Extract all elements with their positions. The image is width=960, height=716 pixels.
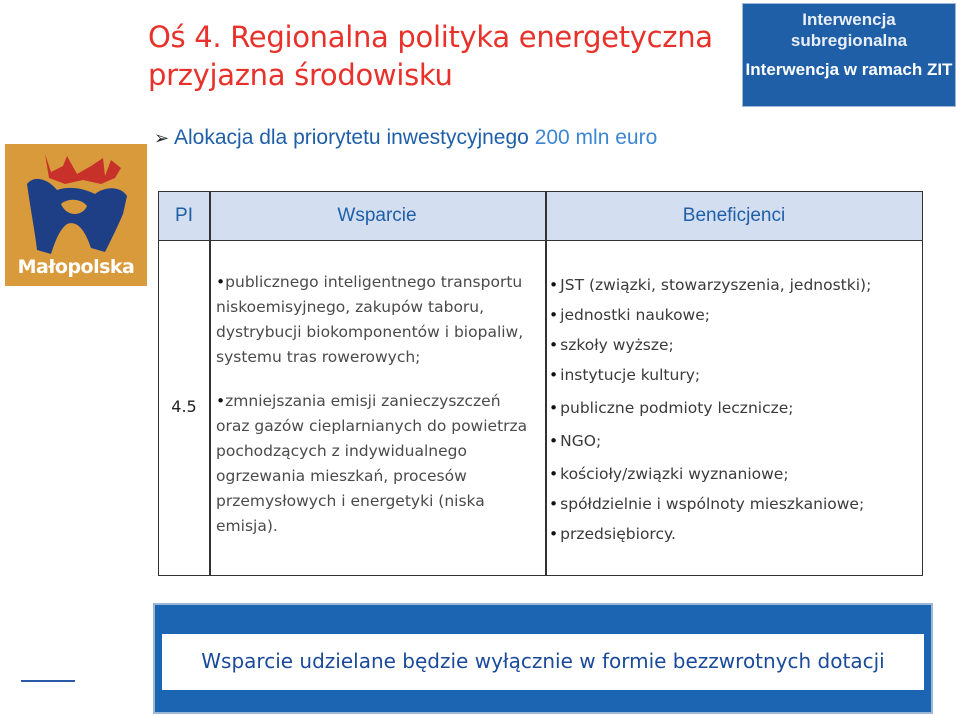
intervention-tags <box>742 3 956 107</box>
allocation-text: Alokacja dla priorytetu inwestycyjnego <box>174 126 535 149</box>
table-header <box>159 192 922 241</box>
arrow-bullet-icon: ➢ <box>154 128 170 148</box>
logo-text: Małopolska <box>17 256 135 278</box>
list-item: • szkoły wyższe; <box>549 336 674 354</box>
list-item: • przedsiębiorcy. <box>549 525 676 543</box>
wsparcie-list <box>216 270 538 558</box>
list-item: • instytucje kultury; <box>549 366 701 384</box>
column-divider <box>545 192 547 575</box>
header-beneficjenci: Beneficjenci <box>682 205 786 226</box>
allocation-line <box>154 126 657 150</box>
footer-banner <box>153 603 933 714</box>
list-item: • publiczne podmioty lecznicze; <box>549 399 794 417</box>
crown-logo-icon <box>5 144 147 264</box>
list-item: •publicznego inteligentnego transportu niskoemisyjnego, zakupów taboru, dystrybucji biokomponentów i biopaliw, systemu tras rowerowych; <box>216 273 524 366</box>
header-pi: PI <box>175 205 193 226</box>
list-item: • spółdzielnie i wspólnoty mieszkaniowe; <box>549 495 865 513</box>
page-title <box>148 18 738 94</box>
title-line-2: przyjazna środowisku <box>148 58 453 92</box>
list-item: • JST (związki, stowarzyszenia, jednostki); <box>549 276 872 294</box>
pi-value: 4.5 <box>171 397 197 416</box>
list-item: • NGO; <box>549 432 602 450</box>
header-wsparcie: Wsparcie <box>337 205 417 226</box>
column-divider <box>209 192 211 575</box>
list-item: • kościoły/związki wyznaniowe; <box>549 465 789 483</box>
tag-subregional: Interwencja subregionalna <box>790 10 908 50</box>
footer-text: Wsparcie udzielane będzie wyłącznie w formie bezzwrotnych dotacji <box>161 633 925 691</box>
priority-table <box>158 191 923 576</box>
title-line-1: Oś 4. Regionalna polityka energetyczna <box>148 20 713 54</box>
list-item: •zmniejszania emisji zanieczyszczeń oraz gazów cieplarnianych do powietrza pochodzących z indywidualnego ogrzewania mieszkań, procesów przemysłowych i energetyki (niska emisja). <box>216 392 528 535</box>
list-item: • jednostki naukowe; <box>549 306 710 324</box>
divider-line <box>21 680 75 682</box>
malopolska-logo <box>5 144 147 286</box>
beneficjenci-list <box>549 270 919 549</box>
allocation-amount: 200 mln euro <box>534 126 658 149</box>
tag-zit: Interwencja w ramach ZIT <box>745 60 953 79</box>
